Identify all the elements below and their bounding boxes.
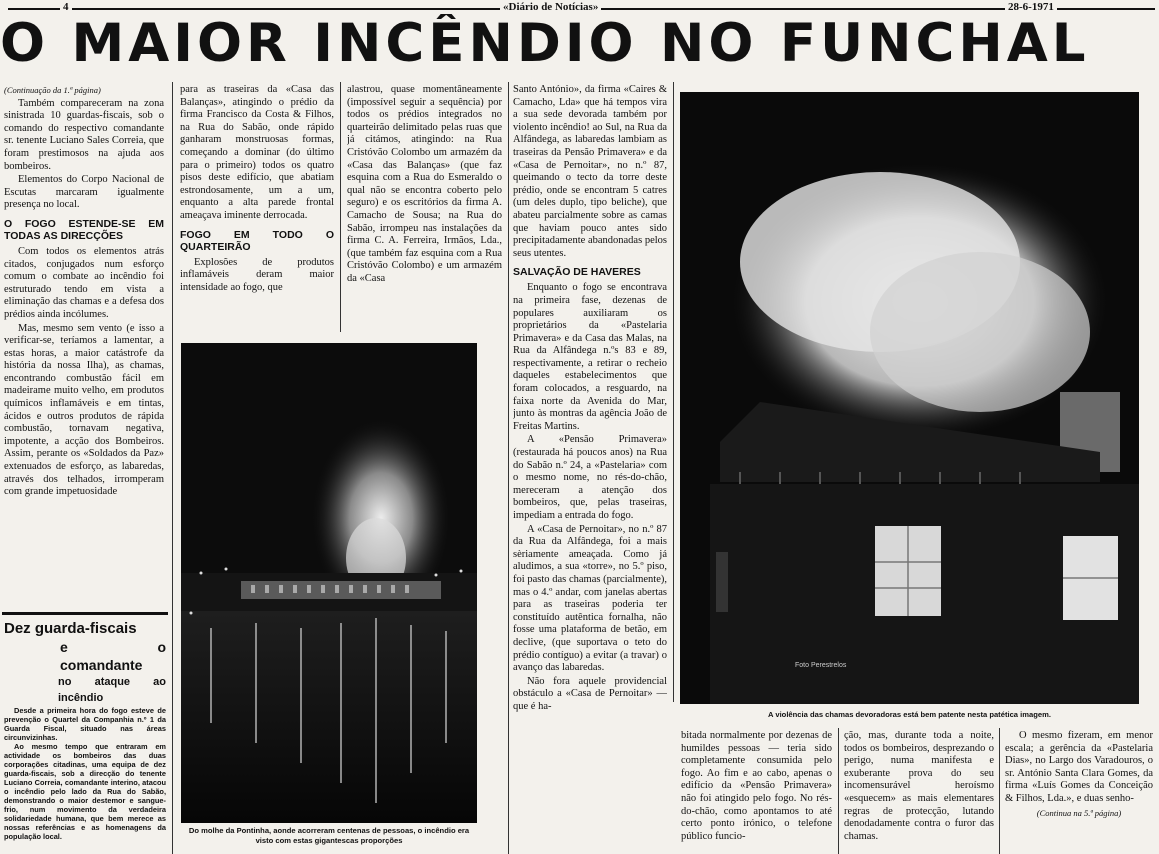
paragraph: bitada normalmente por dezenas de humildes pessoas — teria sido completamente consumida pelo fogo. Ao fim e ao cabo, apenas o edifício da «Pensão Primavera» não foi atingido pelo fogo. No rés-do-chão, como apontamos to até certo ponto irónico, o telefone público funcio- [681,730,832,842]
headline: O MAIOR INCÊNDIO NO FUNCHAL [0,14,1090,74]
paragraph: A «Casa de Pernoitar», no n.º 87 da Rua da Alfândega, foi a mais sèriamente ameaçada. Como já aludimos, a sua «torre», no 5.º piso, foi pasto das chamas (parcialmente), mas o 4.º andar, com janelas abertas para as traseiras poderia ter constituído autêntica fornalha, não fosse uma plataforma de betão, em declive, (que suportava o teto do prédio contíguo) a evitar (a travar) o avanço das labaredas. [513,523,667,674]
bottom-column-3 [1005,730,1153,854]
article-title: no ataque ao incêndio [58,676,166,704]
paragraph: Enquanto o fogo se encontrava na primeira fase, dezenas de populares auxiliaram os proprietários da «Pastelaria Primavera» e da Casa das Malas, na Rua da Alfândega n.ºs 83 e 89, respectivamente, a retirar o recheio daqueles estabelecimentos que foram colocados, a resguardo, na faixa norte da Avenida do Mar, junto às montras da agência João de Freitas Martins. [513,282,667,432]
paragraph: Com todos os elementos atrás citados, conjugados num esforço comum o combate ao incêndio foi estruturado tendo em vista a eliminação das chamas e a defesa dos prédios ainda incólumes. [4,245,164,320]
paragraph: para as traseiras da «Casa das Balanças», atingindo o prédio da firma Francisco da Costa & Filhos, na Rua do Sabão, onde rápido ganharam monstruosas formas, começando a dominar (do último para o primeiro) todos os quatro pisos deste edifício, que abatiam estrondosamente, um a um, enquanto a alta parede frontal ameaçava iminente derrocada. [180,84,334,221]
subheading: O FOGO ESTENDE-SE EM TODAS AS DIRECÇÕES [4,217,164,242]
article-title: Dez guarda-fiscais [4,620,137,637]
paragraph: Mas, mesmo sem vento (e isso a verificar-se, teríamos a lamentar, a estas horas, a maior catástrofe da história da nossa Ilha), as chamas, encontrando combustão fácil em madeirame muito velho, em produtos químicos inflamáveis e em tintas, ácidos e outros produtos de rápida combustão, tornavam negativa, impotente, a acção dos Bombeiros. Assim, perante os «Soldados da Paz» extenuados de esforço, as labaredas, através dos telhados, irromperam com grande impetuosidade [4,322,164,498]
paragraph: A «Pensão Primavera» (restaurada há poucos anos) na Rua do Sabão n.º 24, a «Pastelaria» com o mesmo nome, no rés-do-chão, mereceram a atenção dos bombeiros, que, pelas traseiras, impediam a entrada do fogo. [513,434,667,521]
photo-building-fire [680,92,1139,704]
article-column-1 [4,84,164,614]
subheading: SALVAÇÃO DE HAVERES [513,266,641,279]
paragraph: Não fora aquele providencial obstáculo a «Casa de Pernoitar» — que é ha- [513,675,667,712]
column-rule [508,82,509,854]
newspaper-name: «Diário de Notícias» [500,1,601,13]
page-number: 4 [60,1,72,13]
photo-caption: Do molhe da Pontinha, aonde acorreram centenas de pessoas, o incêndio era visto com estas gigantescas proporções [188,826,470,845]
section-rule [2,612,168,615]
article-title: e o comandante [60,639,166,673]
article-column-3 [347,84,502,334]
paragraph: O mesmo fizeram, em menor escala; a gerência da «Pastelaria Dias», no Largo dos Varadouros, o sr. António Santa Clara Gomes, da firma «Luís Gomes da Conceição & Filhos, Lda.», e duas senho- [1005,730,1153,804]
article-column-4 [513,84,667,854]
paragraph: Também compareceram na zona sinistrada 10 guardas-fiscais, sob o comando do respectivo comandante sr. tenente Luciano Sales Correia, que foram prestimosos na ajuda aos bombeiros. [4,97,164,172]
paragraph: Ao mesmo tempo que entraram em actividade os bombeiros das duas corporações citadinas, uma equipa de dez guarda-fiscais, sob a direcção do tenente Luciano Correia, comandante interino, atacou o incêndio pelo lado da Rua do Sabão, demonstrando o maior destemor e sangue-frio, num movimento da verdadeira solidariedade humana, que bem merece as nossas referências e as homenagens da população local. [4,742,166,841]
column-rule [340,82,341,332]
subheading: FOGO EM TODO O QUARTEIRÃO [180,228,334,253]
article-column-2 [180,84,334,334]
column-rule [838,728,839,854]
issue-date: 28-6-1971 [1005,1,1057,13]
paragraph: Explosões de produtos inflamáveis deram maior intensidade ao fogo, que [180,256,334,293]
article-body [4,706,166,841]
column-rule [673,82,674,702]
continuation-note: (Continuação da 1.ª página) [4,85,101,95]
paragraph: Desde a primeira hora do fogo esteve de prevenção o Quartel da Companhia n.º 1 da Guarda Fiscal, situado nas áreas circunvizinhas. [4,706,166,742]
paragraph: Elementos do Corpo Nacional de Escutas marcaram igualmente presença no local. [4,174,164,211]
bottom-column-2 [844,730,994,854]
guarda-fiscais-article [4,620,166,854]
photo-caption: A violência das chamas devoradoras está bem patente nesta patética imagem. [768,710,1051,719]
paragraph: alastrou, quase momentâneamente (impossível seguir a sequência) por todos os prédios integrados no quarteirão delimitado pelas ruas que já citámos, atingindo: na Rua Cristóvão Colombo um armazém da «Casa das Balanças» (que faz esquina com a Rua do Esmeraldo o qual não se encontra coberto pelo seguro) e os escritórios da firma A. Camacho de Sousa; na Rua do Sabão, irrompeu nas instalações da firma C. A. Ferreira, Irmãos, Lda., (que também faz esquina com a Rua Cristóvão Colombo) e um armazém da «Casa [347,84,502,284]
paragraph: ção, mas, durante toda a noite, todos os bombeiros, desprezando o perigo, numa manifesta e exuberante prova do seu incomensurável heroísmo «esquecem» as mais elementares regras de protecção, lutando denodadamente contra o furor das chamas. [844,730,994,842]
paragraph: Santo António», da firma «Caires & Camacho, Lda» que há tempos vira a sua sede devorada também por violento incêndio! ao Sul, na Rua da Alfândega, as labaredas lambiam as traseiras da Pensão Primavera» e da «Casa de Pernoitar», no n.º 87, queimando o tecto da torre deste prédio, onde se encontram 5 catres (um deles duplo, tipo beliche), que abateu parcialmente sobre as camas que haviam pouco antes sido precipitadamente abandonadas pelos seus utentes. [513,84,667,259]
photo-credit: Foto Perestrelos [795,662,847,669]
column-rule [172,82,173,854]
bottom-column-1 [681,730,832,854]
continuation-note: (Continua na 5.ª página) [1036,807,1122,818]
column-rule [999,728,1000,854]
photo-harbour-fire [181,343,477,823]
